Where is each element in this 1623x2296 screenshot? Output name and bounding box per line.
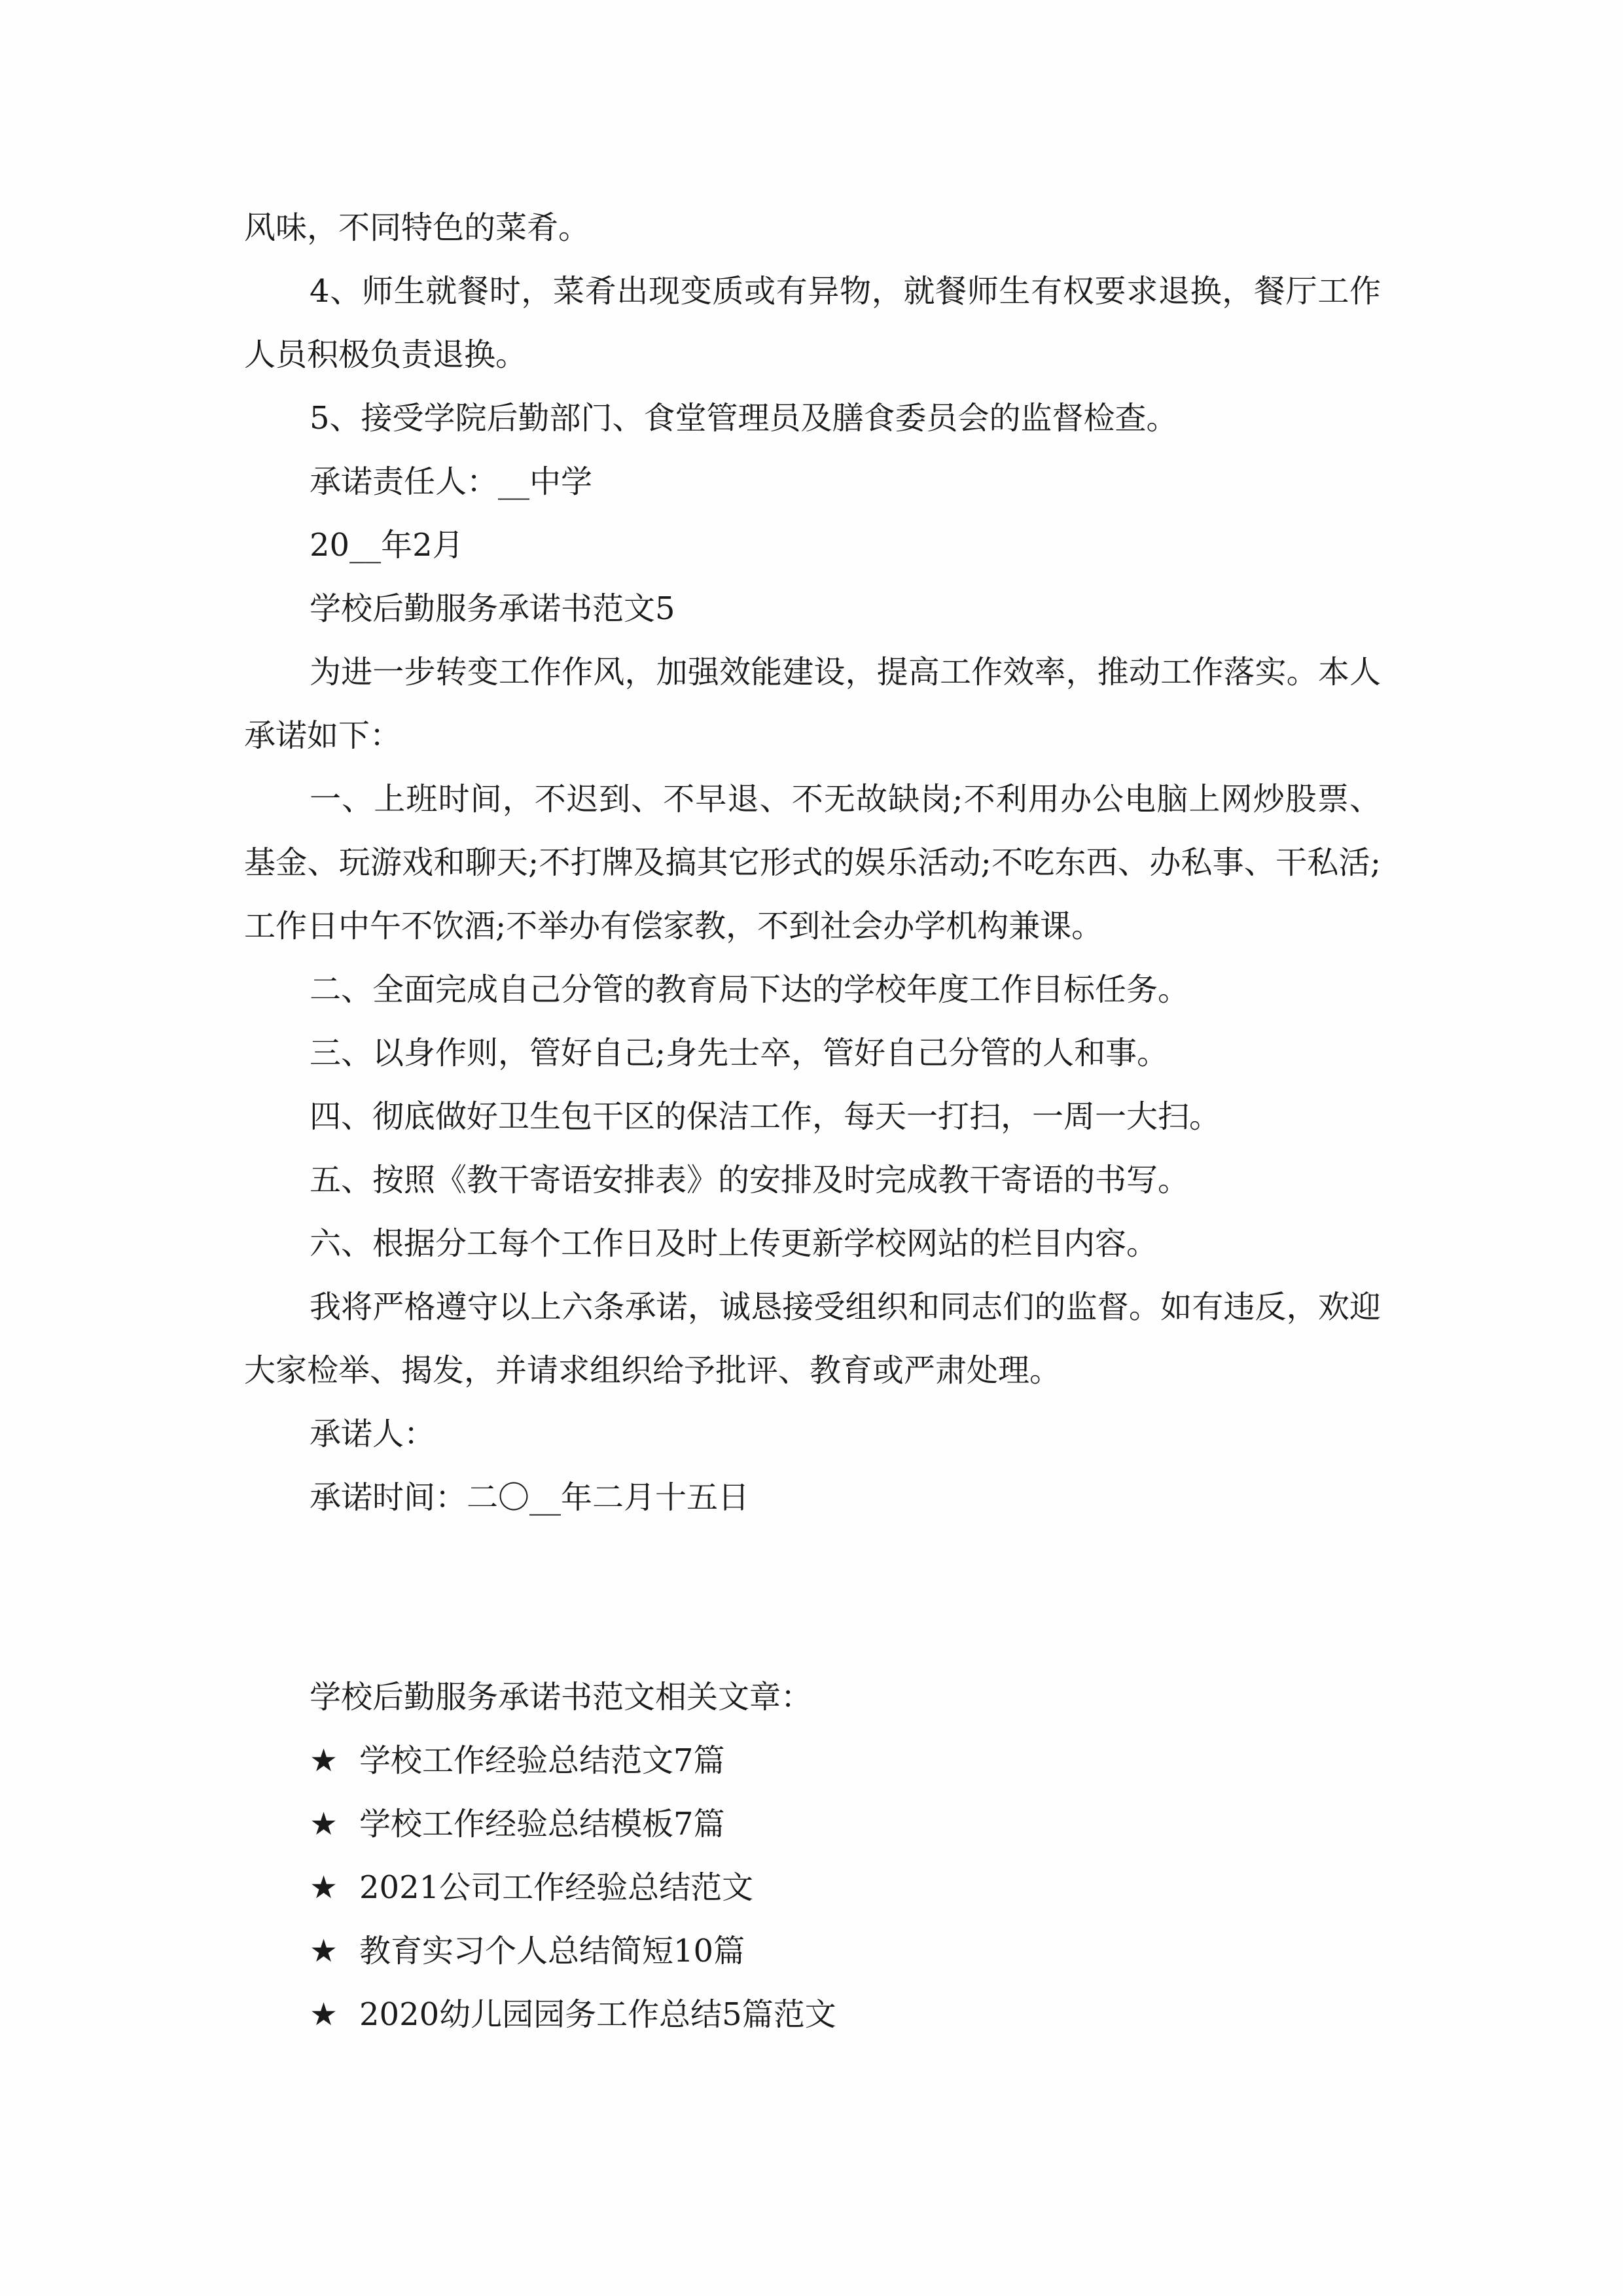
related-link[interactable] <box>310 1729 1381 1793</box>
related-link-label: 学校工作经验总结范文7篇 <box>359 1742 725 1779</box>
star-icon: ★ <box>310 1996 338 2033</box>
signatory-line: 承诺人： <box>310 1416 436 1452</box>
related-heading: 学校后勤服务承诺书范文相关文章： <box>310 1679 813 1715</box>
related-link-label: 2020幼儿园园务工作总结5篇范文 <box>359 1996 836 2033</box>
section-title: 学校后勤服务承诺书范文5 <box>310 590 675 627</box>
related-link[interactable] <box>310 1793 1381 1856</box>
paragraph-continuation: 风味，不同特色的菜肴。 <box>244 209 590 246</box>
paragraph-pledge-3: 三、以身作则，管好自己;身先士卒，管好自己分管的人和事。 <box>310 1035 1169 1071</box>
paragraph-pledge-6: 六、根据分工每个工作日及时上传更新学校网站的栏目内容。 <box>310 1225 1158 1262</box>
date-line: 20__年2月 <box>310 527 464 564</box>
document-body <box>244 196 1381 1530</box>
related-link[interactable] <box>310 1983 1381 2047</box>
related-link-label: 教育实习个人总结简短10篇 <box>359 1933 745 1969</box>
paragraph-pledge-4: 四、彻底做好卫生包干区的保洁工作，每天一打扫，一周一大扫。 <box>310 1098 1221 1135</box>
paragraph-item-4: 4、师生就餐时，菜肴出现变质或有异物，就餐师生有权要求退换，餐厅工作人员积极负责退换。 <box>244 273 1381 373</box>
star-icon: ★ <box>310 1742 338 1779</box>
star-icon: ★ <box>310 1806 338 1842</box>
related-link-label: 2021公司工作经验总结范文 <box>359 1869 754 1906</box>
star-icon: ★ <box>310 1933 338 1969</box>
star-icon: ★ <box>310 1869 338 1906</box>
responsible-party: 承诺责任人：__中学 <box>310 463 593 500</box>
pledge-date-line: 承诺时间：二〇__年二月十五日 <box>310 1479 750 1516</box>
paragraph-pledge-2: 二、全面完成自己分管的教育局下达的学校年度工作目标任务。 <box>310 971 1190 1008</box>
related-link[interactable] <box>310 1856 1381 1920</box>
related-link-label: 学校工作经验总结模板7篇 <box>359 1806 725 1842</box>
paragraph-intro: 为进一步转变工作作风，加强效能建设，提高工作效率，推动工作落实。本人承诺如下： <box>244 654 1381 754</box>
related-articles <box>310 1666 1381 2047</box>
paragraph-pledge-5: 五、按照《教干寄语安排表》的安排及时完成教干寄语的书写。 <box>310 1162 1190 1198</box>
related-link[interactable] <box>310 1920 1381 1983</box>
paragraph-pledge-1: 一、上班时间，不迟到、不早退、不无故缺岗;不利用办公电脑上网炒股票、基金、玩游戏和聊天;不打牌及搞其它形式的娱乐活动;不吃东西、办私事、干私活;工作日中午不饮酒;不举办有偿家教，不到社会办学机构兼课。 <box>244 781 1381 944</box>
paragraph-closing: 我将严格遵守以上六条承诺，诚恳接受组织和同志们的监督。如有违反，欢迎大家检举、揭发，并请求组织给予批评、教育或严肃处理。 <box>244 1289 1381 1389</box>
paragraph-item-5: 5、接受学院后勤部门、食堂管理员及膳食委员会的监督检查。 <box>310 400 1178 437</box>
